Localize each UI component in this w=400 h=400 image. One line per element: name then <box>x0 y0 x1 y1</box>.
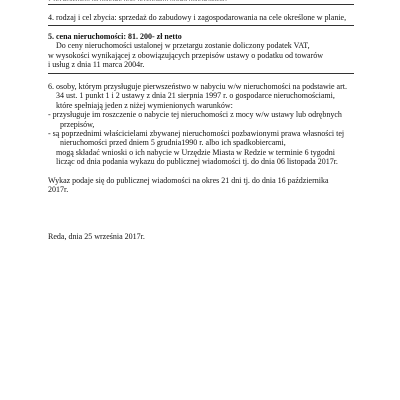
item-5-line-2: w wysokości wynikającej z obowiązujących przepisów ustawy o podatku od towarów <box>48 50 324 60</box>
item-4-text: 4. rodzaj i cel zbycia: sprzedaż do zabudowy i zagospodarowania na cele określone w planie, <box>48 13 347 22</box>
item-5-heading: 5. cena nieruchomości: 81. 200- zł netto <box>48 32 182 41</box>
item-5-line-3: i usług z dnia 11 marca 2004r. <box>48 60 145 70</box>
item-4-section <box>48 13 354 22</box>
item-5-section <box>48 32 354 70</box>
item-6-line-2: 34 ust. 1 punkt 1 i 2 ustawy z dnia 21 sierpnia 1997 r. o gospodarce nieruchomościami, <box>56 91 335 101</box>
item-6-bullet-1-line-2: przepisów, <box>60 119 95 129</box>
posting-paragraph <box>48 176 354 195</box>
place-date-text: Reda, dnia 25 września 2017r. <box>48 232 145 241</box>
item-6-section <box>48 82 354 167</box>
item-6-closing-line-1: mogą składać wnioski o ich nabycie w Urzędzie Miasta w Redzie w terminie 6 tygodni <box>56 147 336 157</box>
posting-line-2: 2017r. <box>48 185 69 195</box>
item-6-closing-line-2: licząc od dnia podania wykazu do publicznej wiadomości tj. do dnia 06 listopada 2017r. <box>56 157 338 167</box>
place-date <box>48 232 354 241</box>
divider-item5 <box>48 73 354 74</box>
posting-line-1: Wykaz podaje się do publicznej wiadomości na okres 21 dni tj. do dnia 16 października <box>48 176 329 185</box>
divider-top <box>48 4 354 5</box>
item-5-line-1: Do ceny nieruchomości ustalonej w przetargu zostanie doliczony podatek VAT, <box>56 41 310 51</box>
item-6-bullet-1-line-1: - przysługuje im roszczenie o nabycie tej nieruchomości z mocy w/w ustawy lub odrębnych <box>48 110 342 120</box>
item-6-bullet-2-line-1: - są poprzednimi właścicielami zbywanej nieruchomości pozbawionymi prawa własności tej <box>48 129 345 139</box>
item-6-line-1: 6. osoby, którym przysługuje pierwszeństwo w nabyciu w/w nieruchomości na podstawie art. <box>48 82 347 91</box>
top-fragment-text <box>48 0 353 1</box>
item-6-bullet-2-line-2: nieruchomości przed dniem 5 grudnia1990 r. albo ich spadkobiercami, <box>60 138 286 148</box>
divider-item4 <box>48 25 354 26</box>
item-6-line-3: które spełniają jeden z niżej wymienionych warunków: <box>56 100 233 110</box>
